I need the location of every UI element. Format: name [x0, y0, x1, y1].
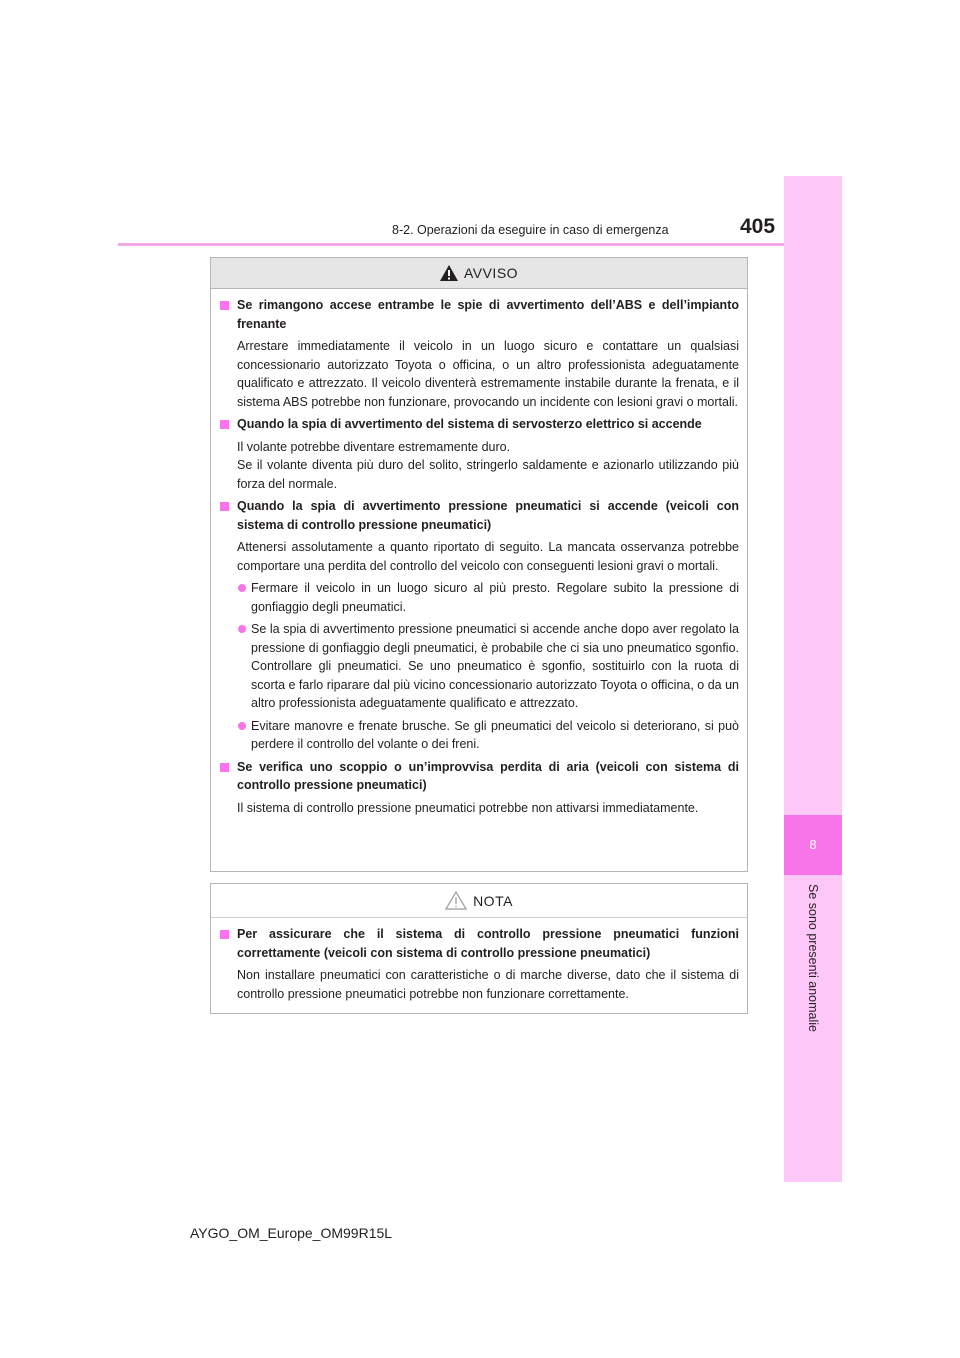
sub-list-item [237, 620, 739, 713]
document-code: AYGO_OM_Europe_OM99R15L [190, 1225, 393, 1241]
sub-list-item [237, 717, 739, 754]
warning-item-heading: Quando la spia di avvertimento pressione pneumatici si accende (veicoli con sistema di controllo pressione pneumatici) [237, 499, 739, 532]
note-box [210, 883, 748, 1014]
chapter-number-tab[interactable]: 8 [784, 815, 842, 875]
square-bullet-icon [220, 763, 229, 772]
sub-list-text: Se la spia di avvertimento pressione pneumatici si accende anche dopo aver regolato la pressione di gonfiaggio degli pneumatici, è probabile che ci sia uno pneumatico sgonfio. Controllare gli pneumatici. Se uno pneumatico è sgonfio, sostituirlo con la ruota di scorta e farlo riparare dal più vicino concessionario autorizzato Toyota o officina, o da un altro professionista adeguatamente qualificato e attrezzato. [251, 622, 740, 710]
warning-item-text: Il volante potrebbe diventare estremamente duro. [237, 439, 511, 454]
warning-item-heading: Quando la spia di avvertimento del sistema di servosterzo elettrico si accende [237, 417, 702, 431]
sub-list-text: Evitare manovre e frenate brusche. Se gli pneumatici del veicolo si deteriorano, si può perdere il controllo del volante o dei freni. [251, 718, 739, 751]
warning-box-header [211, 258, 747, 289]
warning-item-heading: Se rimangono accese entrambe le spie di avvertimento dell’ABS e dell’impianto frenante [237, 298, 739, 331]
square-bullet-icon [220, 301, 229, 310]
section-title: 8-2. Operazioni da eseguire in caso di emergenza [392, 223, 669, 237]
circle-bullet-icon [238, 584, 246, 592]
page-number: 405 [740, 215, 776, 238]
warning-item-heading: Se verifica uno scoppio o un’improvvisa perdita di aria (veicoli con sistema di controllo pressione pneumatici) [237, 759, 739, 792]
sub-list-text: Fermare il veicolo in un luogo sicuro al più presto. Regolare subito la pressione di gonfiaggio degli pneumatici. [251, 581, 739, 614]
note-item-text: Non installare pneumatici con caratteristiche o di marche diverse, dato che il sistema di controllo pressione pneumatici potrebbe non funzionare correttamente. [237, 968, 739, 1001]
note-box-header [211, 884, 747, 918]
note-item-heading: Per assicurare che il sistema di controllo pressione pneumatici funzioni correttamente (veicoli con sistema di controllo pressione pneumatici) [237, 927, 739, 960]
warning-item-text: Il sistema di controllo pressione pneumatici potrebbe non attivarsi immediatamente. [237, 800, 699, 815]
warning-item [219, 415, 739, 493]
warning-item-text: Attenersi assolutamente a quanto riportato di seguito. La mancata osservanza potrebbe comportare una perdita del controllo del veicolo con conseguenti lesioni gravi o mortali. [237, 540, 739, 573]
warning-triangle-icon [440, 265, 458, 281]
warning-item [219, 758, 739, 818]
sub-list-item [237, 579, 739, 616]
header-divider [118, 243, 784, 246]
note-item [219, 925, 739, 1003]
warning-item-text: Se il volante diventa più duro del solito, stringerlo saldamente e azionarlo utilizzando più forza del normale. [237, 458, 739, 491]
warning-item [219, 497, 739, 754]
chapter-title-label: Se sono presenti anomalie [806, 883, 820, 1033]
circle-bullet-icon [238, 722, 246, 730]
note-title: NOTA [473, 892, 513, 909]
warning-item [219, 296, 739, 411]
warning-item-text: Arrestare immediatamente il veicolo in un luogo sicuro e contattare un qualsiasi concessionario autorizzato Toyota o officina, o un altro professionista adeguatamente qualificato e attrezzato. Il veicolo diventerà estremamente instabile durante la frenata, e il sistema ABS potrebbe non funzionare, provocando un incidente con lesioni gravi o mortali. [237, 339, 739, 409]
square-bullet-icon [220, 502, 229, 511]
warning-box [210, 257, 748, 872]
caution-outline-icon [445, 891, 467, 910]
square-bullet-icon [220, 420, 229, 429]
circle-bullet-icon [238, 625, 246, 633]
warning-title: AVVISO [463, 265, 519, 281]
square-bullet-icon [220, 930, 229, 939]
